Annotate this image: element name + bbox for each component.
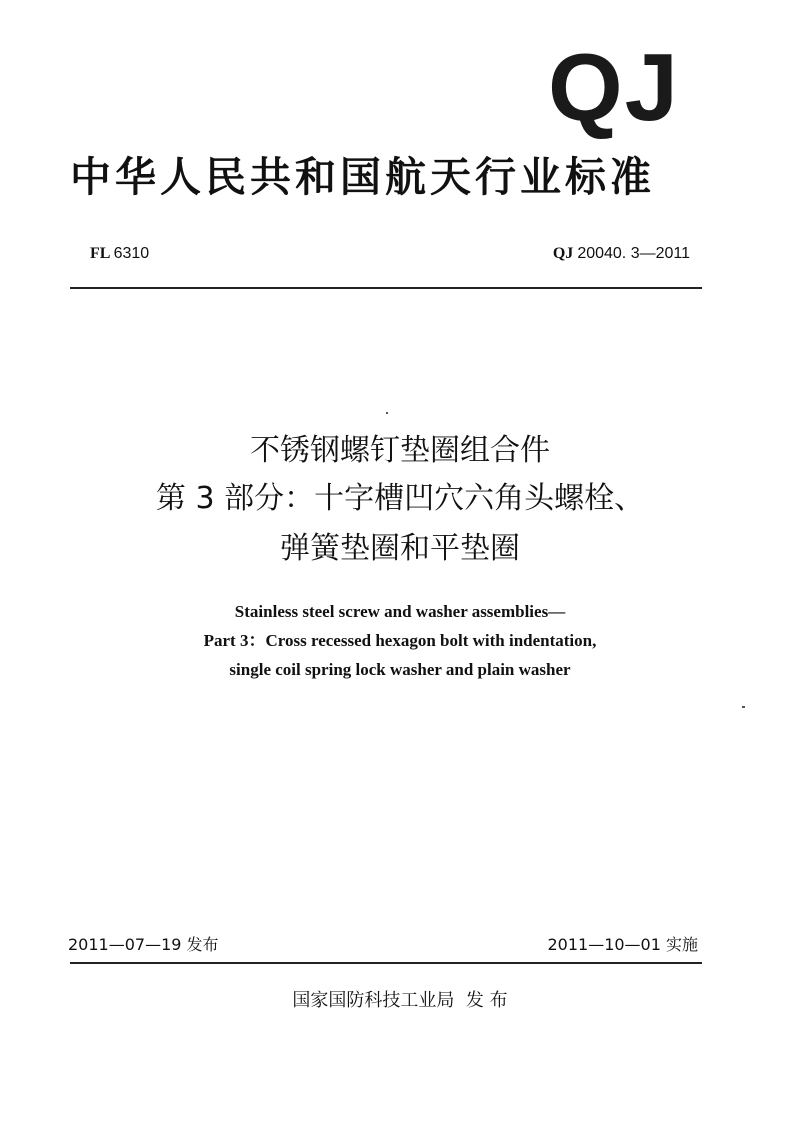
- standard-prefix: QJ: [552, 245, 574, 262]
- classification-number: 6310: [113, 245, 150, 262]
- publisher: 国家国防科技工业局 发 布: [292, 990, 508, 1011]
- implementation-date: 2011—10—01 实施: [547, 935, 698, 954]
- chinese-title-line-2: 第 3 部分：十字槽凹穴六角头螺栓、: [155, 481, 645, 516]
- chinese-title-line-1: 不锈钢螺钉垫圈组合件: [250, 433, 550, 468]
- chinese-title-line-3: 弹簧垫圈和平垫圈: [280, 531, 520, 566]
- standard-number: [553, 244, 690, 264]
- standard-category-title: 中华人民共和国航天行业标准: [70, 153, 655, 201]
- english-title-line-3: single coil spring lock washer and plain washer: [229, 660, 571, 679]
- english-title-line-2: Part 3：Cross recessed hexagon bolt with indentation,: [203, 631, 597, 650]
- classification-code: [90, 244, 149, 264]
- scan-speck: [386, 412, 388, 414]
- issue-date: 2011—07—19 发布: [68, 935, 219, 954]
- footer-divider: [70, 962, 702, 964]
- scan-speck: [742, 706, 745, 708]
- english-title-line-1: Stainless steel screw and washer assemblies—: [234, 602, 566, 621]
- standard-number-value: 20040. 3—2011: [577, 245, 690, 262]
- header-divider: [70, 287, 702, 289]
- classification-prefix: FL: [90, 245, 110, 262]
- qj-logo: QJ: [547, 34, 680, 141]
